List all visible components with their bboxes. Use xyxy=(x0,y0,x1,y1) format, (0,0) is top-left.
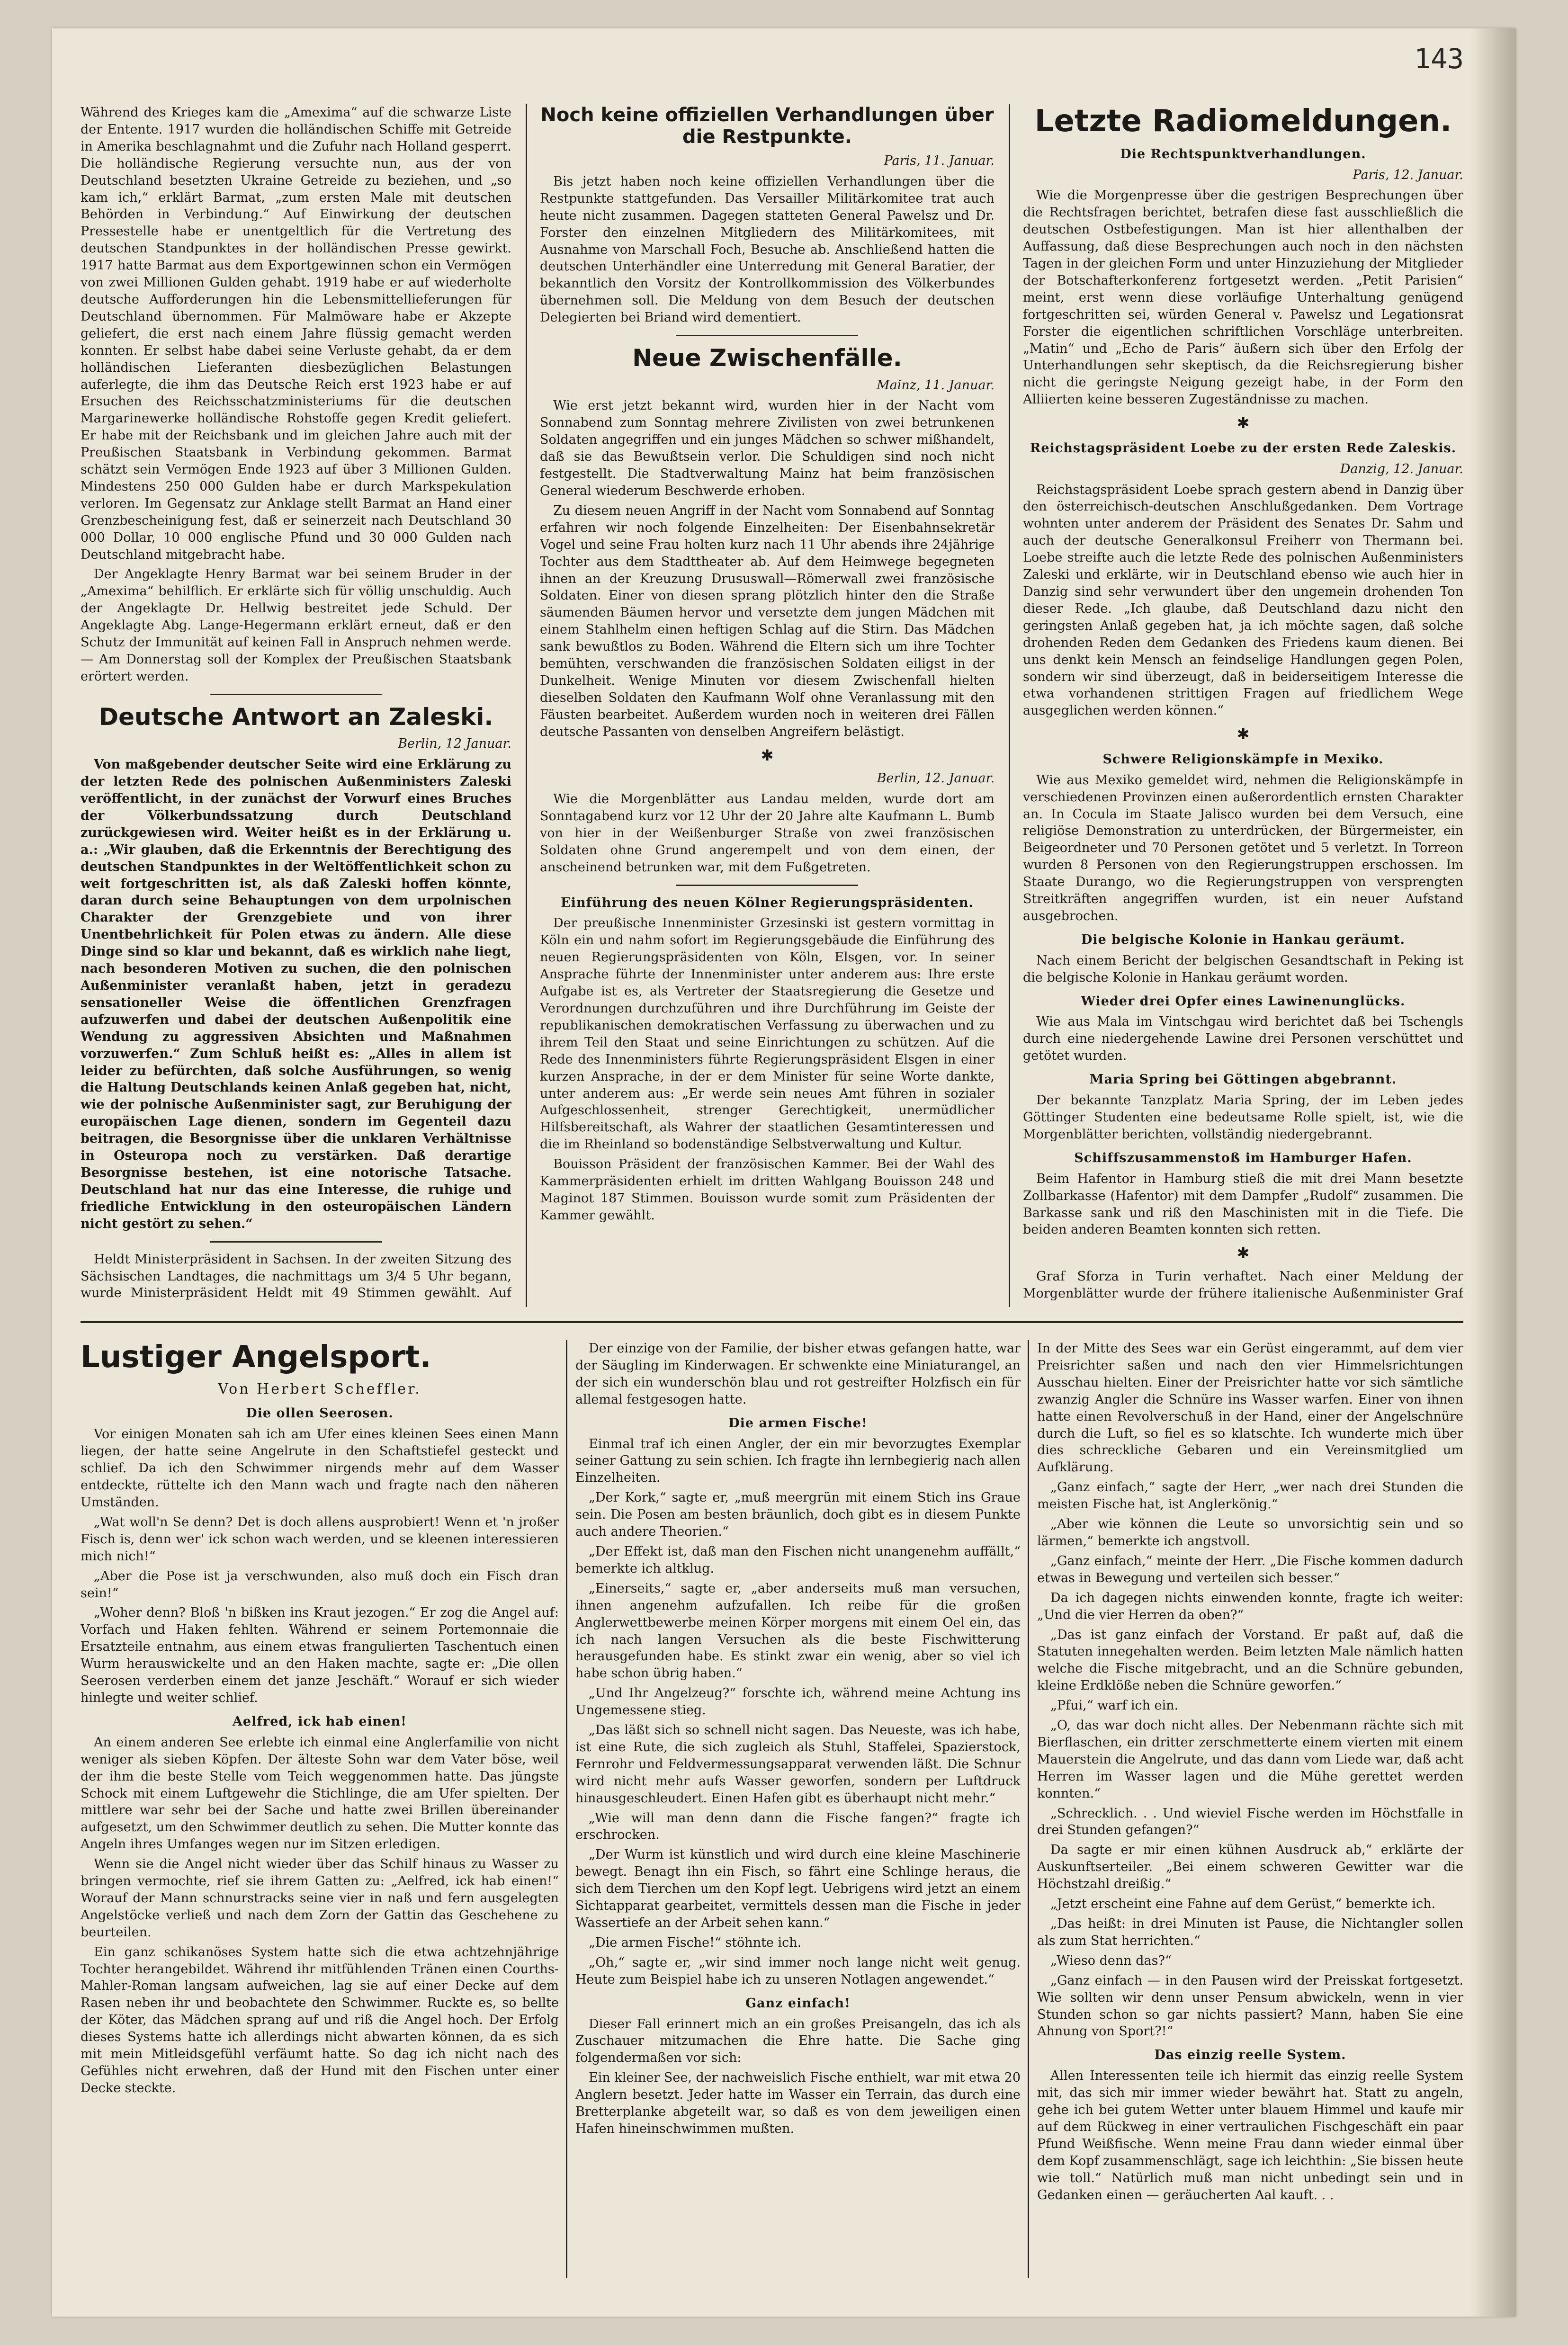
feature-paragraph: „Ganz einfach,“ meinte der Herr. „Die Fische kommen dadurch etwas in Bewegung und verteilen sich besser.“ xyxy=(1037,1553,1463,1585)
koeln-article: Der preußische Innenminister Grzesinski ist gestern vormittag in Köln ein und nahm sofort im Regierungsgebäude die Einführung des neuen Regierungspräsidenten von Köln, Elsgen, vor. In seiner Ansprache führte der Innenminister unter anderem aus: Ihre erste Aufgabe ist es, als Vertreter der Staatsregierung die Gesetze und Verordnungen durchzuführen und ihre Durchführung im Geiste der republikanischen demokratischen Verfassung zu überwachen und zu ihrem Teil den Staat und seine Einrichtungen zu schützen. Auf die Rede des Innenministers führte Regierungspräsident Elsgen in einer kurzen Ansprache, in der er dem Minister für seine Worte dankte, unter anderem aus: „Er werde sein neues Amt führen in sozialer Aufgeschlossenheit, strenger Gerechtigkeit, unermüdlicher Hilfsbereitschaft, als Wahrer der staatlichen Gesamtinteressen und die im Rheinland so bodenständige Selbstverwaltung und Kultur. xyxy=(540,916,995,1152)
column-rule xyxy=(526,104,527,1307)
feature-subhead-4: Ganz einfach! xyxy=(745,1996,851,2011)
mainz-article: Wie erst jetzt bekannt wird, wurden hier in der Nacht vom Sonnabend zum Sonntag mehrere Zivilisten von zwei betrunkenen Soldaten angegriffen und ein junges Mädchen so schwer mißhandelt, daß sie das Bewußtsein verlor. Die Schuldigen sind noch nicht festgestellt. Die Stadtverwaltung Mainz hat beim französischen General wiederum Beschwerde erhoben. xyxy=(540,398,995,498)
feature-subhead-2: Aelfred, ick hab einen! xyxy=(232,1714,407,1729)
subhead-rechtspunkt: Die Rechtspunktverhandlungen. xyxy=(1120,146,1366,161)
headline-radiomeldungen: Letzte Radiomeldungen. xyxy=(1034,104,1452,139)
newspaper-page xyxy=(52,28,1516,2317)
feature-paragraph: In der Mitte des Sees war ein Gerüst eingerammt, auf dem vier Preisrichter saßen und nach den vier Himmelsrichtungen Ausschau hielten. Einer der Preisrichter hatte vor sich sämtliche zwanzig Angler die Schnüre ins Wasser warfen. Einer von ihnen hatte einen Revolverschuß in der Hand, einer der Angelschnüre durch die Luft, so fiel es so klatschte. Ich wunderte mich über dies schreckliche Gebaren und ein Vereinsmitglied um Aufklärung. xyxy=(1037,1341,1463,1475)
feature-paragraph: „O, das war doch nicht alles. Der Nebenmann rächte sich mit Bierflaschen, ein dritter zerschmetterte einem vierten mit einem Mauerstein die Angelrute, und das dann vom Liede war, daß acht Herren im Wasser lagen und die Mühe gerettet werden konnten.“ xyxy=(1037,1718,1463,1801)
feature-paragraph: „Wat woll'n Se denn? Det is doch allens ausprobiert! Wenn et 'n jroßer Fisch is, denn wer' ick schon wach werden, und se kleenen interessieren mich nich!“ xyxy=(81,1514,559,1564)
dateline-paris: Paris, 11. Januar. xyxy=(884,153,995,168)
feature-paragraph: Vor einigen Monaten sah ich am Ufer eines kleinen Sees einen Mann liegen, der hatte seine Angelrute in den Schaftstiefel gesteckt und schlief. Da ich den Schwimmer nirgends mehr auf dem Wasser entdeckte, rüttelte ich den Mann wach und fragte nach den näheren Umständen. xyxy=(81,1427,559,1510)
separator-star: ✱ xyxy=(761,746,774,764)
column-rule xyxy=(1028,1340,1029,2278)
bouisson-article: Bouisson Präsident der französischen Kammer. Bei der Wahl des Kammerpräsidenten erhielt im dritten Wahlgang Bouisson 248 und Maginot 187 Stimmen. Bouisson wurde somit zum Präsidenten der Kammer gewählt. xyxy=(540,1157,995,1223)
feature-paragraph: „Jetzt erscheint eine Fahne auf dem Gerüst,“ bemerkte ich. xyxy=(1050,1897,1436,1912)
mexiko-article: Wie aus Mexiko gemeldet wird, nehmen die Religionskämpfe in verschiedenen Provinzen einen außerordentlich ernsten Charakter an. In Cocula im Staate Jalisco wurden bei dem Versuch, eine religiöse Demonstration zu unterdrücken, der Bürgermeister, ein Beigeordneter und 70 Personen getötet und 5 verletzt. In Torreon wurden 8 Personen von den Regierungstruppen erschossen. Im Staate Durango, wo die Regierungstruppen von versprengten Streitkräften angegriffen wurden, ist ein neuer Aufstand ausgebrochen. xyxy=(1023,772,1463,923)
divider xyxy=(676,335,858,336)
column-rule xyxy=(1009,104,1010,1307)
feature-column-1 xyxy=(81,1340,559,2287)
hamburg-article: Beim Hafentor in Hamburg stieß die mit drei Mann besetzte Zollbarkasse (Hafentor) mit dem Dampfer „Rudolf“ zusammen. Die Barkasse sank und riß den Maschinisten mit in die Tiefe. Die beiden anderen Beamten konnten sich retten. xyxy=(1023,1171,1463,1237)
feature-paragraph: „Wieso denn das?“ xyxy=(1050,1953,1172,1968)
feature-subhead-1: Die ollen Seerosen. xyxy=(246,1406,394,1421)
lawine-article: Wie aus Mala im Vintschgau wird berichtet daß bei Tschengls durch eine niedergehende Lawine drei Personen verschüttet und getötet wurden. xyxy=(1023,1014,1463,1064)
headline-zwischenfaelle: Neue Zwischenfälle. xyxy=(632,344,902,372)
feature-column-2 xyxy=(575,1340,1021,2287)
feature-paragraph: Dieser Fall erinnert mich an ein großes Preisangeln, das ich als Zuschauer mitzumachen die Ehre hatte. Die Sache ging folgendermaßen vor sich: xyxy=(575,2016,1021,2066)
feature-paragraph: „Der Kork,“ sagte er, „muß meergrün mit einem Stich ins Graue sein. Die Posen am besten bräunlich, doch gibt es in diesem Punkte auch andere Theorien.“ xyxy=(575,1490,1021,1539)
separator-star: ✱ xyxy=(1236,725,1250,743)
feature-paragraph: Einmal traf ich einen Angler, der ein mir bevorzugtes Exemplar seiner Gattung zu sein schien. Ich fragte ihn lernbegierig nach allen Einzelheiten. xyxy=(575,1436,1021,1486)
page-number: 143 xyxy=(1414,43,1464,75)
binding-gutter xyxy=(1470,28,1516,2317)
feature-paragraph: Da ich dagegen nichts einwenden konnte, fragte ich weiter: „Und die vier Herren da oben?“ xyxy=(1037,1590,1463,1622)
subhead-mexiko: Schwere Religionskämpfe in Mexiko. xyxy=(1102,752,1384,767)
zaleski-article: Von maßgebender deutscher Seite wird eine Erklärung zu der letzten Rede des polnischen Außenministers Zaleski veröffentlicht, in der zunächst der Vorwurf eines Bruches der Völkerbundssatzung durch Deutschland zurückgewiesen wird. Weiter heißt es in der Erklärung u. a.: „Wir glauben, daß die Erkenntnis der Berechtigung des deutschen Standpunktes in der Weltöffentlichkeit schon zu weit fortgeschritten ist, als daß Zaleski hoffen könnte, daran durch seine Behauptungen von dem urpolnischen Charakter der Grenzgebiete und von ihrer Unentbehrlichkeit für Polen etwas zu ändern. Alle diese Dinge sind so klar und bekannt, daß es wirklich nahe liegt, nach besonderen Motiven zu suchen, die den polnischen Außenminister veranlaßt haben, jetzt in geradezu sensationeller Weise die öffentlichen Grenzfragen aufzuwerfen und dabei der deutschen Außenpolitik eine Wendung zu aggressiven Absichten und Maßnahmen vorzuwerfen.“ Zum Schluß heißt es: „Alles in allem ist leider zu befürchten, daß solche Ausführungen, so wenig die Haltung Deutschlands keinen Anlaß gegeben hat, nicht, wie der polnische Außenminister sagt, zur Beruhigung der europäischen Lage dienen, sondern im Gegenteil dazu beitragen, die Besorgnisse über die unklaren Verhältnisse in Osteuropa noch zu verstärken. Daß derartige Besorgnisse bestehen, ist eine notorische Tatsache. Deutschland hat nur das eine Interesse, die ruhige und friedliche Entwicklung in den osteuropäischen Ländern nicht gestört zu sehen.“ xyxy=(81,757,511,1231)
subhead-hankau: Die belgische Kolonie in Hankau geräumt. xyxy=(1081,932,1406,947)
feature-column-3 xyxy=(1037,1340,1463,2287)
feature-paragraph: „Die armen Fische!“ stöhnte ich. xyxy=(589,1935,802,1950)
feature-paragraph: Ein ganz schikanöses System hatte sich die etwa achtzehnjährige Tochter herangebildet. Während ihr mitfühlenden Tränen einen Courths-Mahler-Roman langsam aufweichen, lag sie auf einer Decke auf dem Rasen neben ihr und beobachtete den Schwimmer. Ruckte es, so bellte der Köter, das Mädchen sprang auf und riß die Angel hoch. Der Erfolg dieses Systems hatte ich allerdings nicht abwarten können, da es sich mit mein Mitleidsgefühl verfäumt hatte. So dag ich nicht nach des Gefühles nicht erwehren, daß der Hund mit den Fischen unter einer Decke steckte. xyxy=(81,1944,559,2095)
divider xyxy=(210,1241,382,1243)
feature-paragraph: An einem anderen See erlebte ich einmal eine Anglerfamilie von nicht weniger als sieben Köpfen. Der älteste Sohn war dem Vater böse, weil der ihm die beste Stelle vom Teich weggenommen hatte. Das jüngste Schock mit einem Luftgewehr die Stichlinge, die am Ufer spielten. Der mittlere war sehr bei der Sache und hatte zwei Brillen übereinander aufgesetzt, um den Schwimmer deutlich zu sehen. Die Mutter konnte das Angeln ihres Umfanges wegen nur im Sitzen erledigen. xyxy=(81,1735,559,1852)
feature-paragraph: Ein kleiner See, der nachweislich Fische enthielt, war mit etwa 20 Anglern besetzt. Jeder hatte im Wasser ein Terrain, das durch eine Bretterplanke abgeteilt war, so daß es von dem jeweiligen einen Hafen hineinschwimmen mußten. xyxy=(575,2070,1021,2136)
dateline-berlin-2: Berlin, 12. Januar. xyxy=(877,771,995,786)
feature-title: Lustiger Angelsport. xyxy=(81,1340,431,1375)
feature-byline: Von Herbert Scheffler. xyxy=(218,1380,421,1397)
feature-paragraph: „Das läßt sich so schnell nicht sagen. Das Neueste, was ich habe, ist eine Rute, die sich zugleich als Stuhl, Staffelei, Spazierstock, Fernrohr und Feldvermessungsapparat verwenden läßt. Die Schnur wird nicht mehr aufs Wasser geworfen, sondern per Luftdruck hinausgeschleudert. Einen Hafen gibt es überhaupt nicht mehr.“ xyxy=(575,1723,1021,1806)
landau-article: Wie die Morgenblätter aus Landau melden, wurde dort am Sonntagabend kurz vor 12 Uhr der 20 Jahre alte Kaufmann L. Bumb von hier in der Weißenburger Straße von zwei französischen Soldaten ohne Grund angerempelt und von dem einen, der anscheinend betrunken war, mit dem Fußgetreten. xyxy=(540,792,995,875)
rechtspunkt-article: Wie die Morgenpresse über die gestrigen Besprechungen über die Rechtsfragen berichtet, betrafen diese fast ausschließlich die deutschen Ostbefestigungen. Man ist hier allenthalben der Auffassung, daß diese Besprechungen auch noch in den nächsten Tagen in der gleichen Form und unter Hinzuziehung der Mitglieder der Botschafterkonferenz fortgesetzt werden. „Petit Parisien“ meint, erst wenn diese vorläufige Unterhaltung genügend fortgeschritten sei, würden General v. Pawelsz und Legationsrat Forster die eigentlichen schriftlichen Vorschläge unterbreiten. „Matin“ und „Echo de Paris“ äußern sich über den Erfolg der Unterhandlungen sehr skeptisch, da die Reichsregierung bisher nicht die geringste Neigung gezeigt habe, in der Form den Alliierten keine besseren Zugeständnisse zu machen. xyxy=(1023,188,1463,407)
headline-zaleski: Deutsche Antwort an Zaleski. xyxy=(99,703,493,731)
feature-paragraph: Allen Interessenten teile ich hiermit das einzig reelle System mit, das sich mir immer wieder bewährt hat. Statt zu angeln, gehe ich bei gutem Wetter unter blauem Himmel und kaufe mir auf dem Rückweg in einer vertraulichen Fischgeschäft ein paar Pfund Weißfische. Wenn meine Frau dann wieder einmal über dem Kopf zusammenschlägt, sage ich leichthin: „Sie bissen heute wie toll.“ Natürlich muß man nicht unbedingt sein und in Gedanken einen — geräucherten Aal kauft. . . xyxy=(1037,2068,1463,2202)
column-rule xyxy=(566,1340,567,2278)
sforza-article: Graf Sforza in Turin verhaftet. Nach einer Meldung der Morgenblätter wurde der frühere italienische Außenminister Graf xyxy=(1023,1269,1463,1301)
feature-paragraph: „Ganz einfach — in den Pausen wird der Preisskat fortgesetzt. Wie sollten wir denn unser Pensum abwickeln, wenn in vier Stunden schon so gar nichts passiert? Mann, haben Sie eine Ahnung von Sport?!“ xyxy=(1037,1973,1463,2039)
feature-paragraph: Der einzige von der Familie, der bisher etwas gefangen hatte, war der Säugling im Kinderwagen. Er schwenkte eine Miniaturangel, an der sich ein wunderschön blau und rot gestreifter Holzfisch ein für allemal festgesogen hatte. xyxy=(575,1341,1021,1407)
column-3 xyxy=(1023,104,1463,1302)
feature-paragraph: „Das ist ganz einfach der Vorstand. Er paßt auf, daß die Statuten innegehalten werden. Beim letzten Male nämlich hatten welche die Fische mitgebracht, und an die Schnüre gebunden, kleine Erdklöße neben die Schnüre geworfen.“ xyxy=(1037,1627,1463,1693)
hankau-article: Nach einem Bericht der belgischen Gesandtschaft in Peking ist die belgische Kolonie in Hankau geräumt worden. xyxy=(1023,953,1463,985)
feature-paragraph: Wenn sie die Angel nicht wieder über das Schilf hinaus zu Wasser zu bringen vermochte, rief sie ihrem Gatten zu: „Aelfred, ick hab einen!“ Worauf der Mann schnurstracks seine vier in naß und fern ausgelegten Angelstöcke verließ und nach dem Zorn der Gattin das Geschehene zu beurteilen. xyxy=(81,1857,559,1940)
feature-paragraph: „Einerseits,“ sagte er, „aber anderseits muß man versuchen, ihnen angenehm aufzufallen. Ich reibe für die großen Anglerwettbewerbe meinen Körper morgens mit einem Oel ein, das ich nach langen Versuchen als die beste Fischwitterung herausgefunden habe. Es stinkt zwar ein wenig, aber so viel ich habe schon übrig haben.“ xyxy=(575,1581,1021,1681)
feature-paragraph: „Der Effekt ist, daß man den Fischen nicht unangenehm auffällt,“ bemerkte ich altklug. xyxy=(575,1544,1021,1576)
feature-paragraph: „Das heißt: in drei Minuten ist Pause, die Nichtangler sollen als zum Stat herrichten.“ xyxy=(1037,1916,1463,1948)
column-2 xyxy=(540,104,995,1302)
subhead-maria-spring: Maria Spring bei Göttingen abgebrannt. xyxy=(1089,1072,1397,1087)
subhead-loebe: Reichstagspräsident Loebe zu der ersten Rede Zaleskis. xyxy=(1030,440,1457,456)
feature-paragraph: „Pfui,“ warf ich ein. xyxy=(1050,1698,1179,1713)
restpunkte-article: Bis jetzt haben noch keine offiziellen Verhandlungen über die Restpunkte stattgefunden. Das Versailler Militärkomitee trat auch heute nicht zusammen. Dagegen statteten General Pawelsz und Dr. Forster den einzelnen Mitgliedern des Militärkomitees, mit Ausnahme von Marschall Foch, Besuche ab. Anschließend hatten die deutschen Unterhändler eine Unterredung mit General Baratier, der bekanntlich den Vorsitz der Kontrollkommission des Völkerbundes übernehmen soll. Die Meldung von dem Besuch der deutschen Delegierten bei Briand wird dementiert. xyxy=(540,174,995,325)
feature-subhead-5: Das einzig reelle System. xyxy=(1154,2048,1346,2063)
subhead-lawine: Wieder drei Opfer eines Lawinenunglücks. xyxy=(1081,993,1406,1009)
divider xyxy=(210,694,382,695)
section-rule xyxy=(81,1321,1463,1323)
subhead-koeln: Einführung des neuen Kölner Regierungspräsidenten. xyxy=(561,895,974,910)
feature-paragraph: „Aber die Pose ist ja verschwunden, also muß doch ein Fisch dran sein!“ xyxy=(81,1568,559,1601)
divider xyxy=(676,885,858,886)
dateline-paris-2: Paris, 12. Januar. xyxy=(1353,167,1463,182)
barmat-report-cont: Der Angeklagte Henry Barmat war bei seinem Bruder in der „Amexima“ behilflich. Er erklärte sich für völlig unschuldig. Auch der Angeklagte Dr. Hellwig bestreitet jede Schuld. Der Angeklagte Abg. Lange-Hegermann erklärt erneut, daß er den Schutz der Immunität auf keinen Fall in Anspruch nehmen werde. — Am Donnerstag soll der Komplex der Preußischen Staatsbank erörtert werden. xyxy=(81,567,511,684)
separator-star: ✱ xyxy=(1236,414,1250,432)
feature-subhead-3: Die armen Fische! xyxy=(728,1415,868,1431)
mainz-article-cont: Zu diesem neuen Angriff in der Nacht vom Sonnabend auf Sonntag erfahren wir noch folgende Einzelheiten: Der Eisenbahnsekretär Vogel und seine Frau holten kurz nach 11 Uhr abends ihre 24jährige Tochter aus dem Stadttheater ab. Auf dem Heimwege begegneten ihnen an der Kreuzung Drususwall—Römerwall zwei französische Soldaten. Einer von diesen sprang plötzlich hinter den die Straße säumenden Bäumen hervor und versetzte dem jungen Mädchen mit einem Stahlhelm einen heftigen Schlag auf die Stirn. Das Mädchen sank bewußtlos zu Boden. Während die Eltern sich um ihre Tochter bemühten, verschwanden die französischen Soldaten eiligst in der Dunkelheit. Wenige Minuten vor diesem Zwischenfall hielten dieselben Soldaten den Kaufmann Wolf ohne Veranlassung mit den Fäusten bearbeitet. Außerdem wurden noch in weiteren drei Fällen deutsche Passanten von denselben Angreifern belästigt. xyxy=(540,503,995,739)
maria-spring-article: Der bekannte Tanzplatz Maria Spring, der im Leben jedes Göttinger Studenten eine bedeutsame Rolle spielt, ist, wie die Morgenblätter berichten, vollständig niedergebrannt. xyxy=(1023,1093,1463,1142)
feature-paragraph: „Woher denn? Bloß 'n bißken ins Kraut jezogen.“ Er zog die Angel auf: Vorfach und Haken fehlten. Während er seinem Portemonnaie die Ersatzteile entnahm, aus einem etwas frangulierten Taschentuch einen Wurm herauswickelte und an den Haken machte, sagte er: „Die ollen Seerosen verderben einem det janze Jeschäft.“ Worauf er sich wieder hinlegte und weiter schlief. xyxy=(81,1605,559,1705)
feature-paragraph: „Ganz einfach,“ sagte der Herr, „wer nach drei Stunden die meisten Fische hat, ist Anglerkönig.“ xyxy=(1037,1480,1463,1512)
heldt-report: Heldt Ministerpräsident in Sachsen. In der zweiten Sitzung des Sächsischen Landtages, die nachmittags um 3/4 5 Uhr begann, wurde Ministerpräsident Heldt mit 49 Stimmen gewählt. Auf xyxy=(81,1252,511,1301)
feature-paragraph: „Oh,“ sagte er, „wir sind immer noch lange nicht weit genug. Heute zum Beispiel habe ich zu unseren Notlagen angewendet.“ xyxy=(575,1955,1021,1987)
feature-paragraph: „Schrecklich. . . Und wieviel Fische werden im Höchstfalle in drei Stunden gefangen?“ xyxy=(1037,1806,1463,1838)
subhead-hamburg: Schiffszusammenstoß im Hamburger Hafen. xyxy=(1074,1150,1412,1165)
separator-star: ✱ xyxy=(1236,1244,1250,1262)
feature-paragraph: „Wie will man denn dann die Fische fangen?“ fragte ich erschrocken. xyxy=(575,1810,1021,1843)
dateline-mainz: Mainz, 11. Januar. xyxy=(877,377,995,393)
dateline-danzig: Danzig, 12. Januar. xyxy=(1340,461,1463,476)
dateline-berlin: Berlin, 12 Januar. xyxy=(398,736,511,752)
feature-paragraph: „Aber wie können die Leute so unvorsichtig sein und so lärmen,“ bemerkte ich angstvoll. xyxy=(1037,1517,1463,1548)
barmat-report: Während des Krieges kam die „Amexima“ auf die schwarze Liste der Entente. 1917 wurden die holländischen Schiffe mit Getreide in Amerika beschlagnahmt und die Zufuhr nach Holland gesperrt. Die holländische Regierung versuchte nun, aus der von Deutschland besetzten Ukraine Getreide zu beziehen, und „so kam ich,“ erklärt Barmat, „zum ersten Male mit deutschen Behörden in Verbindung.“ Auf Einwirkung der deutschen Pressestelle habe er unentgeltlich für die Vertretung des deutschen Standpunktes in der holländischen Presse gewirkt. 1917 hatte Barmat aus dem Exportgewinnen schon ein Vermögen von zwei Millionen Gulden gehabt. 1919 habe er auf wiederholte deutsche Aufforderungen hin die Lebensmittellieferungen für Deutschland übernommen. Für Malmöware habe er Akzepte geliefert, die erst nach einem Jahre flüssig gemacht werden konnten. Er selbst habe dabei seine Verluste gehabt, da er dem holländischen Lieferanten diesbezüglichen Belastungen auferlegte, die ihm das Deutsche Reich erst 1923 habe er auf Ersuchen des Reichsschatzministeriums für die deutschen Margarinewerke holländische Rohstoffe gegen Kredit geliefert. Er habe mit der Reichsbank und im gleichen Jahre auch mit der Preußischen Staatsbank in Verbindung gekommen. Barmat schätzt sein Vermögen Ende 1923 auf über 3 Millionen Gulden. Mindestens 250 000 Gulden habe er durch Markspekulation verloren. Im Gegensatz zur Anklage stellt Barmat an Hand einer Grenzbescheinigung fest, daß er seinerzeit nach Deutschland 30 000 Dollar, 10 000 englische Pfund und 30 000 Gulden nach Deutschland mitgebracht habe. xyxy=(81,105,511,562)
feature-paragraph: „Und Ihr Angelzeug?“ forschte ich, während meine Achtung ins Ungemessene stieg. xyxy=(575,1686,1021,1718)
column-1 xyxy=(81,104,511,1302)
feature-paragraph: Da sagte er mir einen kühnen Ausdruck ab,“ erklärte der Auskunftserteiler. „Bei einem schweren Gewitter war die Höchstzahl dreißig.“ xyxy=(1037,1843,1463,1892)
feature-paragraph: „Der Wurm ist künstlich und wird durch eine kleine Maschinerie bewegt. Benagt ihn ein Fisch, so fährt eine Schlinge heraus, die sich dem Tierchen um den Kopf legt. Uebrigens wird jetzt an einem Sichtapparat gearbeitet, vermittels dessen man die Fische in jeder Wassertiefe an der Arbeit sehen kann.“ xyxy=(575,1847,1021,1930)
loebe-article: Reichstagspräsident Loebe sprach gestern abend in Danzig über den österreichisch-deutschen Anschlußgedanken. Dem Vortrage wohnten unter anderem der Präsident des Senates Dr. Sahm und auch der deutsche Generalkonsul Freiherr von Thermann bei. Loebe streifte auch die letzte Rede des polnischen Außenministers Zaleski und erklärte, wir in Deutschland ebenso wie auch hier in Danzig sind sehr verwundert über den ungemein drohenden Ton dieser Rede. „Ich glaube, daß Deutschland dazu nicht den geringsten Anlaß gegeben hat, ja ich möchte sagen, daß solche drohenden Reden dem Gedanken des Friedens kaum dienen. Bei uns denkt kein Mensch an feindselige Handlungen gegen Polen, sondern wir sind überzeugt, daß in beiderseitigem Interesse die etwa vorhandenen strittigen Fragen auf friedlichem Wege ausgeglichen werden können.“ xyxy=(1023,482,1463,718)
headline-restpunkte: Noch keine offiziellen Verhandlungen über die Restpunkte. xyxy=(540,104,994,148)
